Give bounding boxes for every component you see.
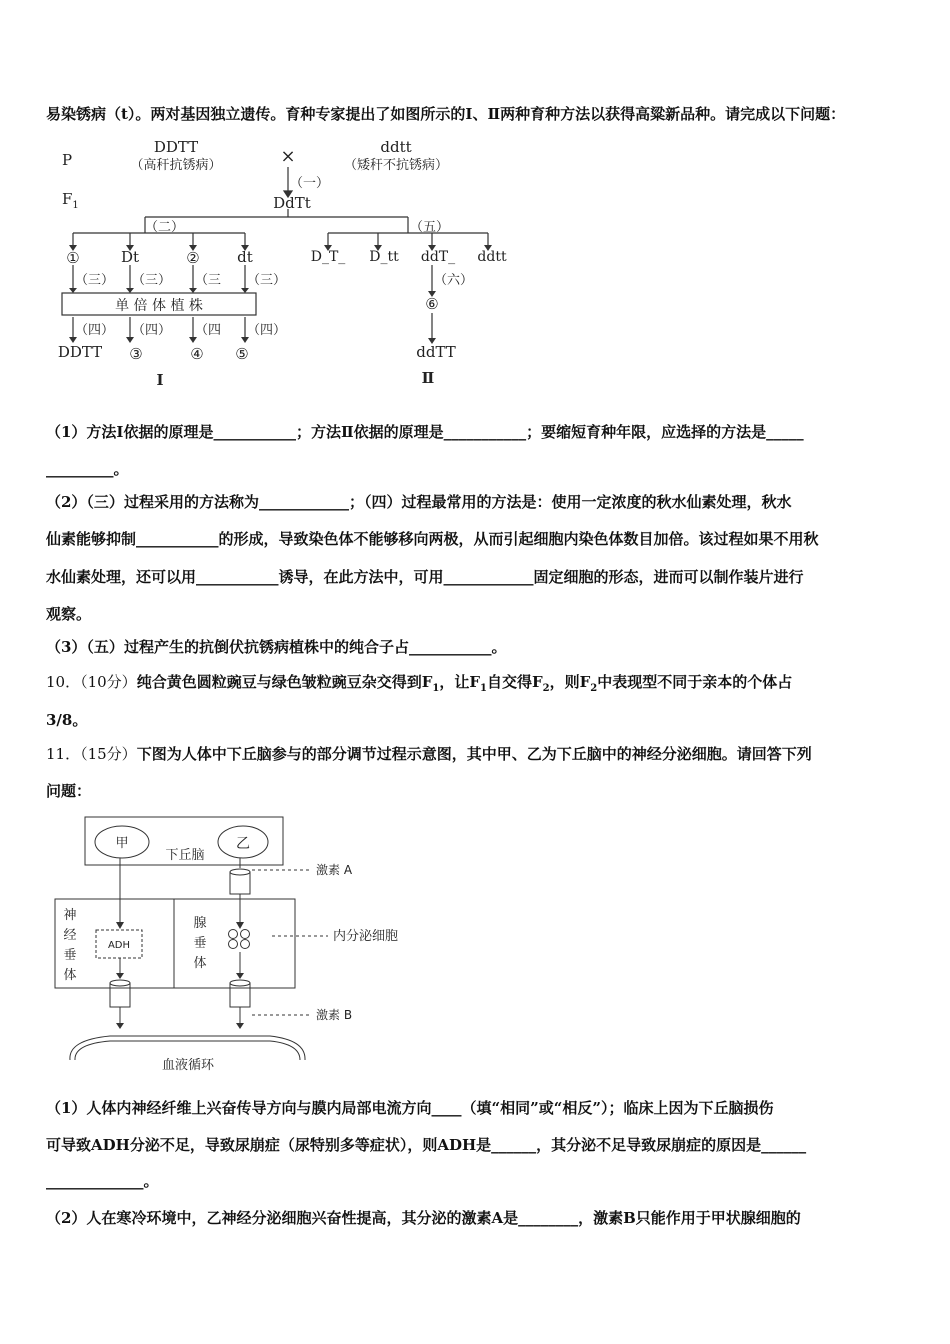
adenohypophysis-char: 垂: [193, 936, 207, 951]
adenohypophysis-char: 体: [193, 956, 207, 971]
blood-circulation-label: 血液循环: [161, 1058, 215, 1073]
circle-6: ⑥: [425, 295, 439, 313]
hypothalamus-label: 下丘脑: [165, 848, 205, 863]
q9-line-2: _________。: [46, 460, 129, 478]
parent2-trait: （矮秆不抗锈病）: [343, 158, 449, 173]
result: ⑤: [235, 345, 249, 363]
q10-number: 10．: [46, 673, 81, 691]
q11-part1-line-1: （1）人体内神经纤维上兴奋传导方向与膜内局部电流方向____（填“相同”或“相反”）；临床上因为下丘脑损伤: [46, 1099, 774, 1117]
q11-line-1: 11．（15分）下图为人体中下丘脑参与的部分调节过程示意图，其中甲、乙为下丘脑中的神经分泌细胞。请回答下列: [46, 745, 812, 763]
method-one-label: Ⅰ: [156, 371, 164, 389]
hormone-a-label: 激素 A: [316, 863, 353, 877]
q9-line-3: （2）（三）过程采用的方法称为____________；（四）过程最常用的方法是：使用一定浓度的秋水仙素处理，秋水: [46, 493, 792, 511]
endocrine-cell-label: 内分泌细胞: [333, 929, 399, 944]
cross-symbol: ×: [280, 146, 296, 167]
q9-line-1: （1）方法Ⅰ依据的原理是___________；方法Ⅱ依据的原理是___________；要缩短育种年限，应选择的方法是_____: [46, 423, 804, 441]
result: ③: [129, 345, 143, 363]
hypothalamus-diagram: [50, 812, 450, 1074]
gamete: Dt: [120, 248, 140, 266]
neurohypophysis-char: 神: [63, 908, 77, 923]
result: ④: [190, 345, 204, 363]
f2-type: D_T_: [310, 249, 346, 265]
step-4-label: （四: [195, 323, 222, 338]
f2-type: ddtt: [477, 249, 507, 265]
q9-line-6: 观察。: [46, 605, 92, 623]
final-genotype: ddTT: [416, 343, 456, 361]
adh-label: ADH: [107, 940, 131, 951]
step-6-label: （六）: [434, 273, 474, 288]
q10-line-2: 3/8。: [46, 711, 88, 729]
adenohypophysis-char: 腺: [193, 916, 207, 931]
f1-genotype: DdTt: [273, 194, 311, 212]
hormone-b-label: 激素 B: [316, 1008, 353, 1022]
neurohypophysis-char: 体: [63, 968, 77, 983]
parent1-genotype: DDTT: [153, 138, 199, 156]
q11-number: 11．: [46, 745, 81, 763]
step-2-label: （二）: [145, 220, 185, 235]
q11-part2-line-1: （2）人在寒冷环境中，乙神经分泌细胞兴奋性提高，其分泌的激素A是________，激素B只能作用于甲状腺细胞的: [46, 1209, 801, 1227]
q10-score: （10分）: [80, 673, 137, 691]
step-4-label: （四）: [247, 323, 287, 338]
step-1-label: （一）: [290, 176, 330, 191]
step-4-label: （四）: [132, 323, 172, 338]
f1-label: $F_1$: [62, 190, 79, 211]
q9-line-5: 水仙素处理，还可以用___________诱导，在此方法中，可用____________固定细胞的形态，进而可以制作装片进行: [46, 568, 804, 586]
yi-cell: 乙: [236, 836, 250, 852]
gamete: dt: [237, 248, 253, 266]
step-3-label: （三: [195, 273, 222, 288]
jia-cell: 甲: [115, 836, 129, 851]
parent2-genotype: ddtt: [380, 138, 412, 156]
step-3-label: （三）: [247, 273, 287, 288]
result: DDTT: [57, 343, 103, 361]
q11-score: （15分）: [80, 745, 137, 763]
gamete: ①: [66, 249, 80, 267]
neurohypophysis-char: 经: [63, 928, 77, 943]
step-3-label: （三）: [132, 273, 172, 288]
intro-text: 易染锈病（t）。两对基因独立遗传。育种专家提出了如图所示的Ⅰ、Ⅱ两种育种方法以获得高粱新品种。请完成以下问题：: [46, 105, 846, 123]
parent1-trait: （高秆抗锈病）: [130, 158, 222, 173]
f2-type: ddT_: [420, 249, 456, 265]
neurohypophysis-char: 垂: [63, 948, 77, 963]
q11-line-2: 问题：: [46, 782, 92, 800]
q9-line-4: 仙素能够抑制___________的形成，导致染色体不能够移向两极，从而引起细胞内染色体数目加倍。该过程如果不用秋: [46, 530, 819, 548]
q11-part1-line-2: 可导致ADH分泌不足，导致尿崩症（尿特别多等症状），则ADH是______，其分泌不足导致尿崩症的原因是______: [46, 1136, 807, 1154]
q11-part1-line-3: _____________。: [46, 1172, 159, 1190]
method-two-label: Ⅱ: [421, 369, 435, 387]
p-label: P: [62, 151, 73, 169]
step-5-label: （五）: [410, 220, 450, 235]
breeding-diagram: [50, 135, 530, 395]
haploid-box-label: 单 倍 体 植 株: [115, 298, 203, 314]
step-4-label: （四）: [75, 323, 115, 338]
f2-type: D_tt: [369, 249, 399, 265]
step-3-label: （三）: [75, 273, 115, 288]
gamete: ②: [186, 249, 200, 267]
q9-line-7: （3）（五）过程产生的抗倒伏抗锈病植株中的纯合子占___________。: [46, 638, 507, 656]
q10-line-1: 10．（10分）纯合黄色圆粒豌豆与绿色皱粒豌豆杂交得到$F_1$，让$F_1$自交得$F_2$，则$F_2$中表现型不同于亲本的个体占: [46, 673, 793, 694]
